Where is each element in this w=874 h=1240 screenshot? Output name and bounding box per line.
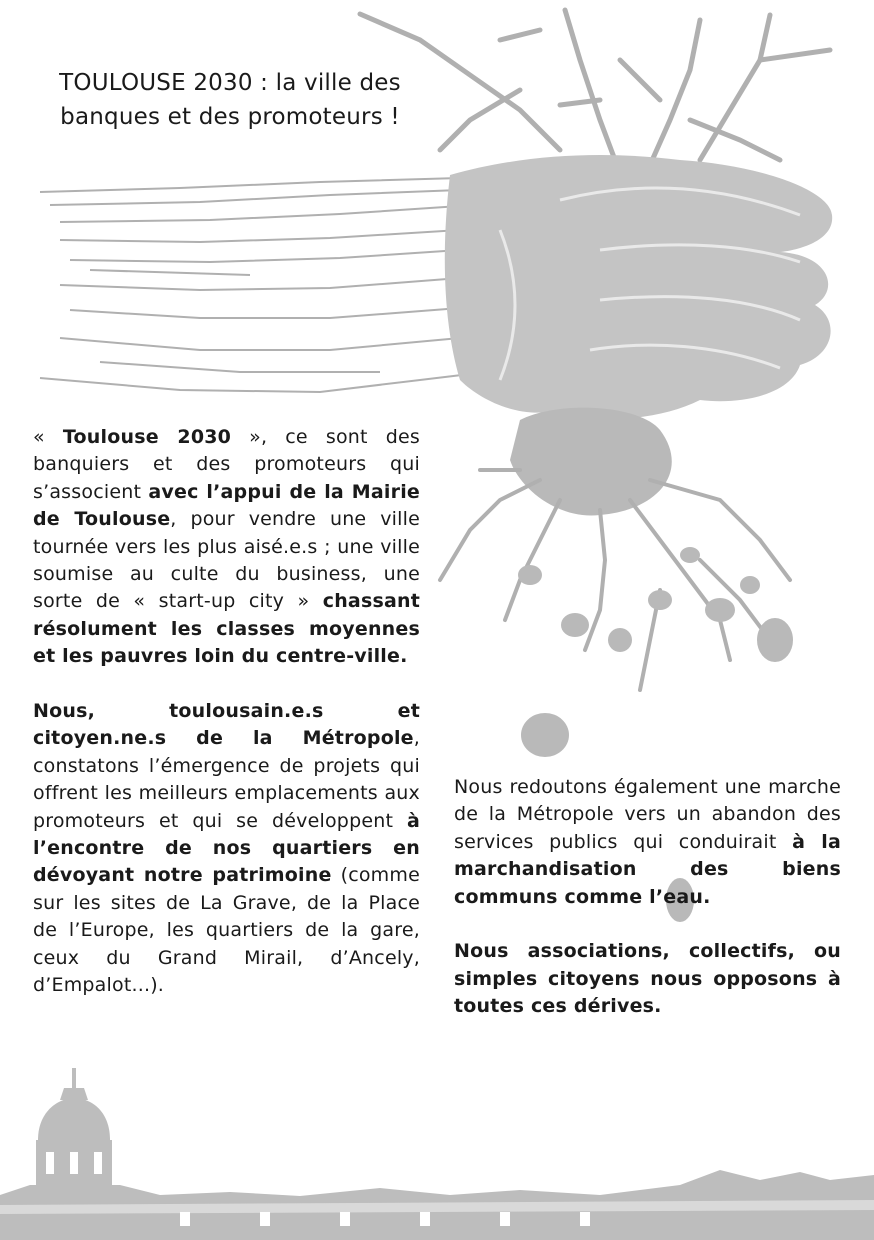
text-segment: « [33,426,63,448]
text-segment: Nous redoutons également une marche de la Métropole vers un abandon des services publics qui conduirait [454,776,841,853]
page-title [20,66,440,134]
bold-segment: Nous, toulousain.e.s et citoyen.ne.s de la Métropole [33,700,420,750]
bold-segment: à la marchandisation des biens communs comme l’eau. [454,830,842,908]
paragraph-gap [454,911,841,938]
toulouse-skyline-silhouette [0,1068,874,1240]
text-segment: », ce sont des banquiers et des promoteurs qui s’associent [33,426,420,503]
bold-segment: à l’encontre de nos quartiers en dévoyant notre patrimoine [33,809,420,887]
paragraph-services-publics [454,774,841,911]
bold-segment: Nous associations, collectifs, ou simples citoyens nous opposons à toutes ces dérives. [454,940,841,1018]
text-segment: (comme sur les sites de La Grave, de la Place de l’Europe, les quartiers de la gare, ceux du Grand Mirail, d’Ancely, d’Empalot...). [33,864,420,997]
paragraph-nous-toulousains [33,698,420,999]
bold-segment: avec l’appui de la Mairie de Toulouse [33,480,420,531]
paragraph-toulouse-2030 [33,424,420,671]
title-line-2: banques et des promoteurs ! [60,104,400,130]
bold-segment: Toulouse 2030 [62,426,232,448]
text-segment: , pour vendre une ville tournée vers les plus aisé.e.s ; une ville soumise au culte du business, une sorte de « start-up city » [33,508,421,613]
left-column [33,424,420,1000]
title-line-1: TOULOUSE 2030 : la ville des [59,70,401,96]
text-segment: , constatons l’émergence de projets qui offrent les meilleurs emplacements aux promoteurs et qui se développent [33,727,420,832]
right-column [454,774,841,1021]
paragraph-gap [33,671,420,698]
bold-segment: chassant résolument les classes moyennes et les pauvres loin du centre-ville. [33,590,420,668]
paragraph-opposition [454,938,841,1020]
